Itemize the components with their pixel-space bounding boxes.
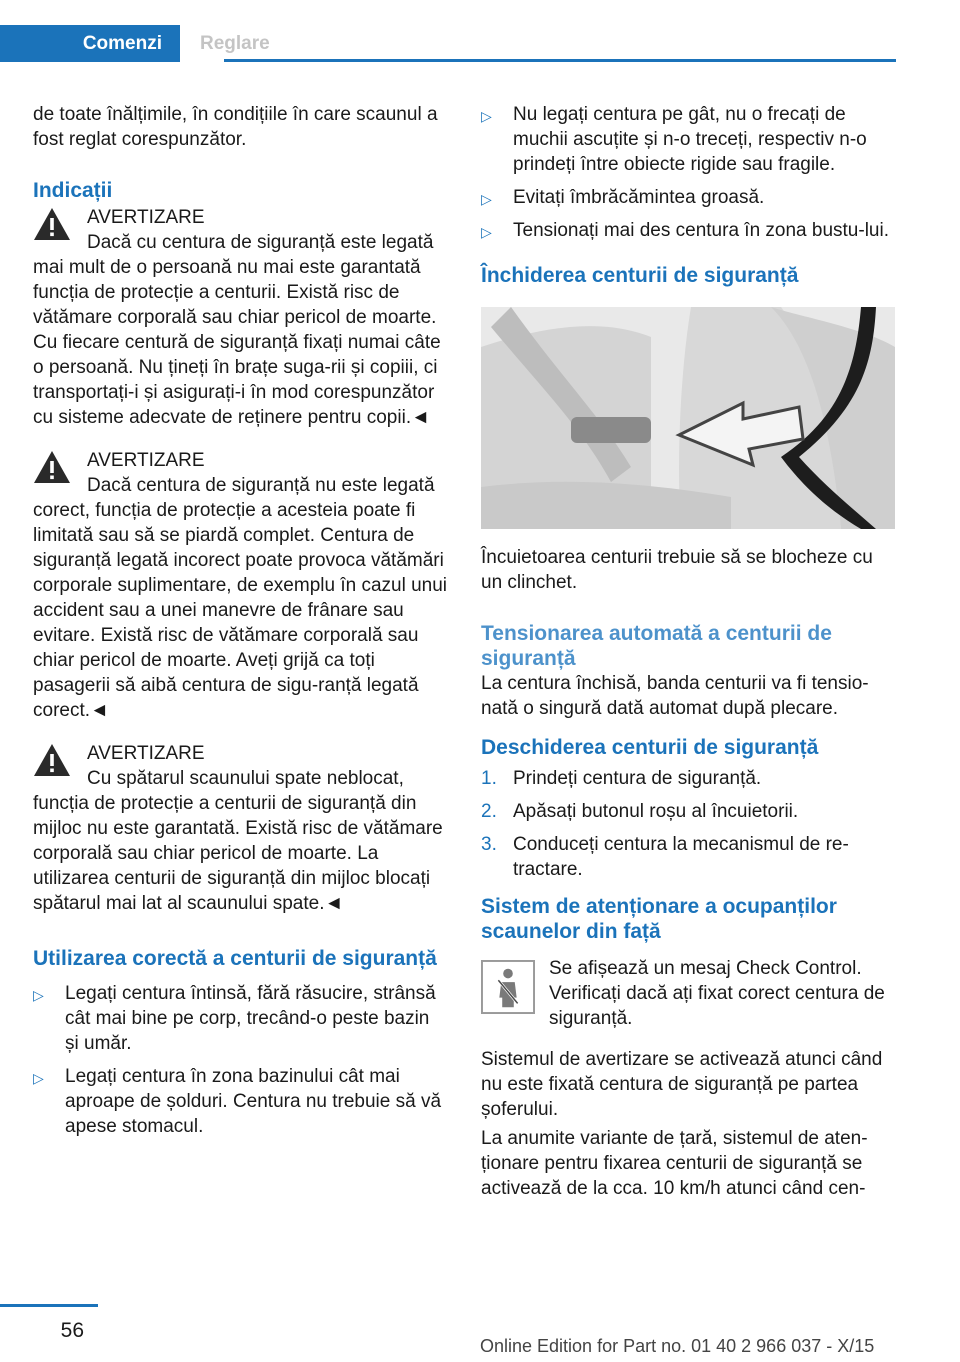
list-item [481, 185, 895, 210]
seatbelt-indicator-text: Se afișează un mesaj Check Control. Verificați dacă ați fixat corect centura de siguranță. [549, 958, 885, 1029]
list-item-text: Legați centura în zona bazinului cât mai aproape de șolduri. Centura nu trebuie să vă apese stomacul. [65, 1066, 442, 1137]
warning-block-3 [33, 741, 447, 916]
warning-text: Dacă centura de siguranță nu este legată corect, funcția de protecție a acesteia poate fi limitată sau să se piardă complet. Centura de siguranță legată incorect poate provoca vătămări corporale suplimentare, de exemplu în cazul unui accident sau a unei manevre de frânare sau evitare. Există risc de vătămare corporală sau chiar pericol de moarte. Aveți grijă ca toți pasagerii să aibă centura de sigu-ranță legată corect.◄ [33, 475, 448, 721]
list-item [481, 218, 895, 243]
seatbelt-indicator-block [481, 956, 895, 1031]
step-number: 1. [481, 768, 497, 789]
footer-rule [0, 1304, 98, 1307]
warning-title: AVERTIZARE [87, 450, 205, 471]
heading-deschiderea: Deschiderea centurii de siguranță [481, 736, 819, 759]
warning-triangle-icon [33, 743, 71, 777]
tab-reglare[interactable]: Reglare [200, 33, 270, 54]
list-item-text: Legați centura întinsă, fără răsucire, strânsă cât mai bine pe corp, trecând-o peste bazin și umăr. [65, 983, 436, 1054]
step-item [481, 799, 895, 824]
photo-caption: Încuietoarea centurii trebuie să se blocheze cu un clinchet. [481, 547, 873, 593]
page-number: 56 [60, 1319, 84, 1342]
step-text: Conduceți centura la mecanismul de re-tractare. [513, 834, 849, 880]
list-item [481, 102, 895, 177]
step-item [481, 832, 895, 882]
header-rule [224, 59, 896, 62]
warning-block-1 [33, 205, 447, 430]
tab-comenzi[interactable]: Comenzi [0, 25, 180, 62]
warning-block-2 [33, 448, 447, 723]
bullet-list-right [481, 102, 895, 243]
bullet-list-left [33, 981, 447, 1139]
list-item-text: Nu legați centura pe gât, nu o frecați de muchii ascuțite și n-o treceți, respectiv n-o prindeți între obiecte rigide sau fragile. [513, 104, 867, 175]
triangle-bullet-icon: ▷ [33, 987, 44, 1003]
step-item [481, 766, 895, 791]
sistem-paragraph-1: Sistemul de avertizare se activează atunci când nu este fixată centura de siguranță pe partea șoferului. [481, 1049, 883, 1120]
step-number: 3. [481, 834, 497, 855]
sistem-paragraph-2: La anumite variante de țară, sistemul de aten-ționare pentru fixarea centurii de siguranță se activează de la cca. 10 km/h atunci când cen- [481, 1128, 868, 1199]
step-text: Apăsați butonul roșu al încuietorii. [513, 801, 799, 822]
list-item [33, 981, 447, 1056]
warning-title: AVERTIZARE [87, 743, 205, 764]
list-item-text: Evitați îmbrăcămintea groasă. [513, 187, 765, 208]
footer-edition: Online Edition for Part no. 01 40 2 966 037 - X/15 [480, 1336, 875, 1356]
step-text: Prindeți centura de siguranță. [513, 768, 762, 789]
intro-text: de toate înălțimile, în condițiile în care scaunul a fost reglat corespunzător. [33, 104, 438, 150]
step-number: 2. [481, 801, 497, 822]
right-column [481, 102, 895, 1201]
heading-tensionarea: Tensionarea automată a centurii de siguranță [481, 622, 832, 670]
warning-text: Dacă cu centura de siguranță este legată mai mult de o persoană nu mai este garantată funcția de protecție a centurii. Există risc de vătămare corporală sau chiar pericol de moarte. Cu fiecare centură de siguranță fixați numai câte o persoană. Nu țineți în brațe suga-rii și copiii, ci transportați-i și asigurați-i în mod corespunzător cu sisteme adecvate de reținere pentru copii.◄ [33, 232, 441, 428]
triangle-bullet-icon: ▷ [481, 191, 492, 207]
list-item-text: Tensionați mai des centura în zona bustu-lui. [513, 220, 889, 241]
warning-triangle-icon [33, 450, 71, 484]
tensionarea-text: La centura închisă, banda centurii va fi tensio-nată o singură dată automat după plecare. [481, 673, 869, 719]
triangle-bullet-icon: ▷ [481, 224, 492, 240]
seatbelt-illustration [481, 307, 895, 529]
seatbelt-buckle-photo [481, 307, 895, 529]
warning-title: AVERTIZARE [87, 207, 205, 228]
heading-inchiderea: Închiderea centurii de siguranță [481, 264, 799, 287]
heading-sistem: Sistem de atenționare a ocupanților scaunelor din față [481, 895, 837, 943]
triangle-bullet-icon: ▷ [481, 108, 492, 124]
list-item [33, 1064, 447, 1139]
triangle-bullet-icon: ▷ [33, 1070, 44, 1086]
header-tabs [0, 25, 292, 62]
warning-text: Cu spătarul scaunului spate neblocat, funcția de protecție a centurii de siguranță din mijloc nu este garantată. Există risc de vătămare corporală sau chiar pericol de moarte. La utilizarea centurii de siguranță din mijloc blocați spătarul mai lat al scaunului spate.◄ [33, 768, 443, 914]
heading-utilizarea: Utilizarea corectă a centurii de siguranță [33, 947, 437, 970]
left-column [33, 102, 447, 1147]
steps-list [481, 766, 895, 882]
seatbelt-icon [481, 960, 535, 1014]
heading-indicatii: Indicații [33, 179, 113, 202]
warning-triangle-icon [33, 207, 71, 241]
